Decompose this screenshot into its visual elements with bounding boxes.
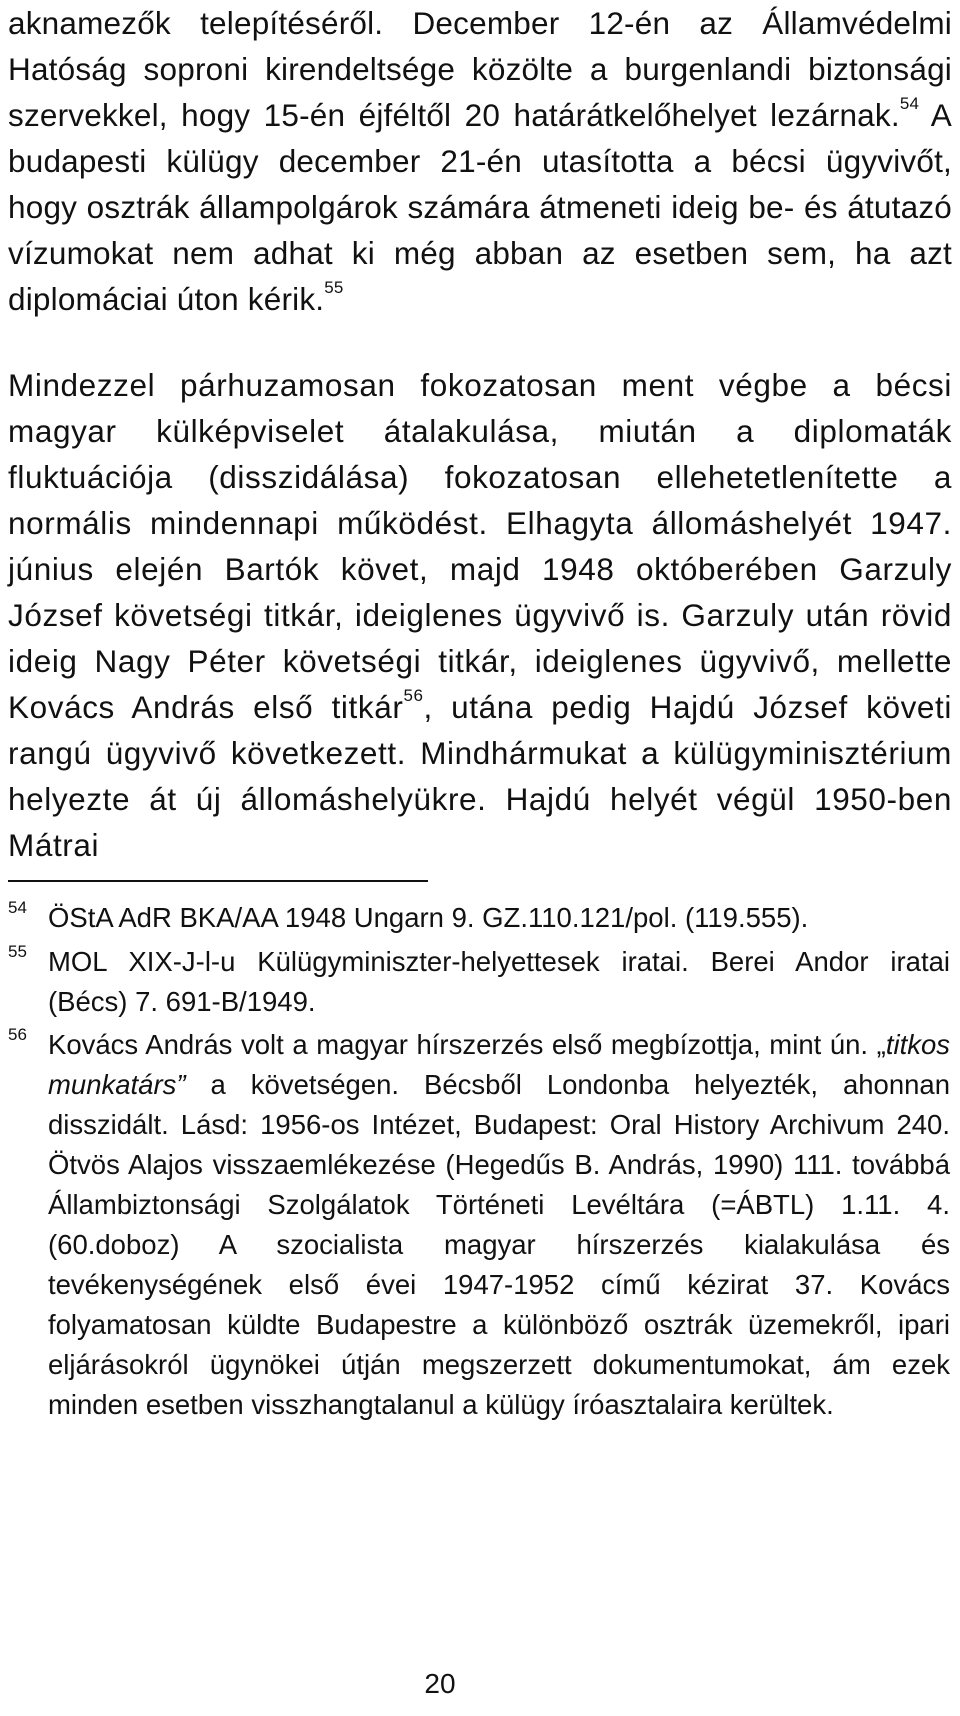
footnote-ref-56[interactable]: 56 [403,685,424,705]
paragraph-text: aknamezők telepítéséről. December 12-én az Államvédelmi Hatóság soproni kirendeltsége közölte a burgenlandi biztonsági szervekkel, hogy 15-én éjféltől 20 határátkelőhelyet lezárnak. [8,5,952,133]
footnote-56 [8,1025,950,1425]
footnote-ref-55[interactable]: 55 [324,277,344,297]
footnote-number: 54 [8,898,27,917]
footnote-55 [8,942,950,1022]
footnote-text-part: Kovács András volt a magyar hírszerzés első megbízottja, mint ún. „ [48,1029,886,1060]
paragraph-text: Mindezzel párhuzamosan fokozatosan ment végbe a bécsi magyar külképviselet átalakulása, miután a diplomaták fluktuációja (disszidálása) fokozatosan ellehetetlenítette a normális mindennapi működést. Elhagyta állomáshelyét 1947. június elején Bartók követ, majd 1948 októberében Garzuly József követségi titkár, ideiglenes ügyvivő is. Garzuly után rövid ideig Nagy Péter követségi titkár, ideiglenes ügyvivő, mellette Kovács András első titkár [8,367,952,725]
paragraph-text: , utána pedig Hajdú József követi rangú ügyvivő következett. Mindhármukat a külügyminisztérium helyezte át új állomáshelyükre. Hajdú helyét végül 1950-ben Mátrai [8,689,952,863]
footnote-54 [8,898,950,938]
footnote-separator [8,880,428,882]
footnote-number: 56 [8,1025,27,1044]
footnote-number: 55 [8,942,27,961]
footnote-text: MOL XIX-J-l-u Külügyminiszter-helyettesek iratai. Berei Andor iratai (Bécs) 7. 691-B/1949. [48,946,950,1017]
page-number: 20 [424,1668,456,1699]
body-paragraph-2 [8,362,952,868]
paragraph-text: A budapesti külügy december 21-én utasította a bécsi ügyvivőt, hogy osztrák állampolgárok számára átmeneti ideig be- és átutazó vízumokat nem adhat ki még abban az esetben sem, ha azt diplomáciai úton kérik. [8,97,952,317]
body-paragraph-1 [8,0,952,322]
footnote-text: ÖStA AdR BKA/AA 1948 Ungarn 9. GZ.110.121/pol. (119.555). [48,902,809,933]
footnote-text [8,1025,950,1425]
footnote-italic-term: titkos munkatárs” [48,1029,950,1100]
footnote-ref-54[interactable]: 54 [899,93,920,113]
footnote-text-part: a követségen. Bécsből Londonba helyezték, ahonnan disszidált. Lásd: 1956-os Intézet, Budapest: Oral History Archivum 240. Ötvös Alajos visszaemlékezése (Hegedűs B. András, 1990) 111. továbbá Állambiztonsági Szolgálatok Történeti Levéltára (=ÁBTL) 1.11. 4. (60.doboz) A szocialista magyar hírszerzés kialakulása és tevékenységének első évei 1947-1952 című kézirat 37. Kovács folyamatosan küldte Budapestre a különböző osztrák üzemekről, ipari eljárásokról ügynökei útján megszerzett dokumentumokat, ám ezek minden esetben visszhangtalanul a külügy íróasztalaira kerültek. [48,1069,950,1420]
